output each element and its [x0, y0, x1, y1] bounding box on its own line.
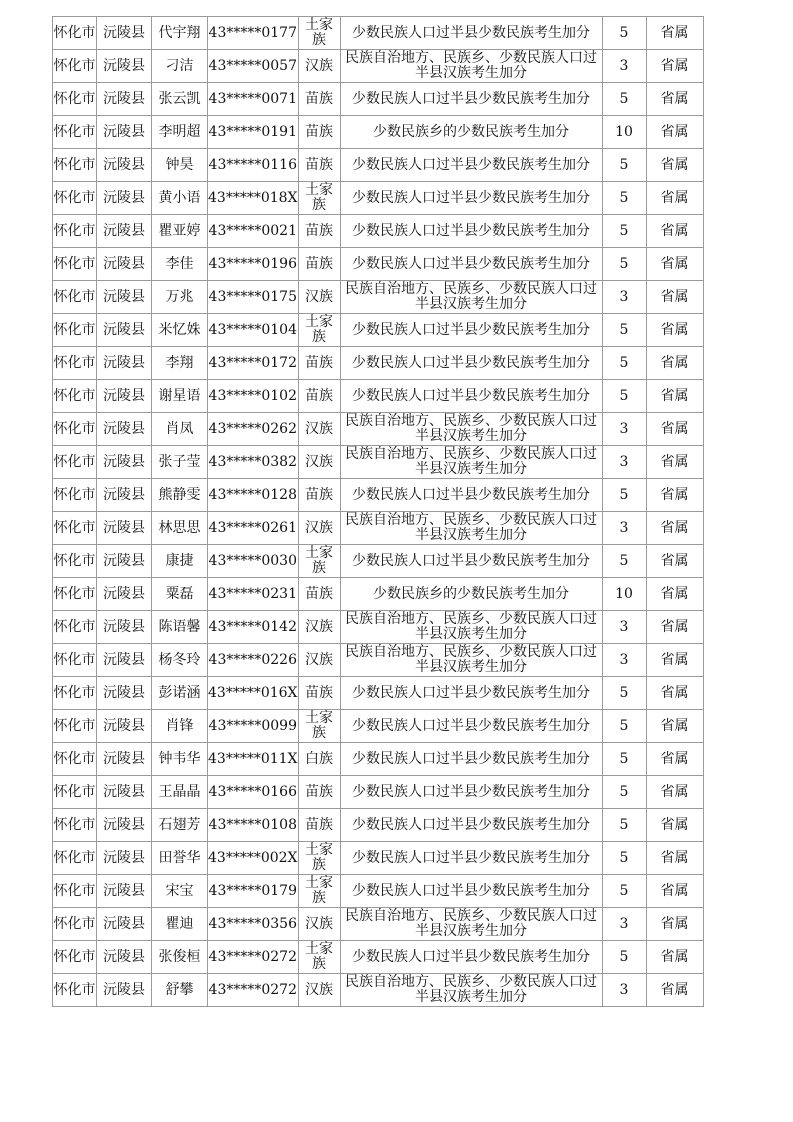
county-cell: 沅陵县 — [97, 380, 152, 413]
candidate-name-cell: 肖锋 — [152, 710, 208, 743]
bonus-points-cell: 5 — [602, 149, 646, 182]
candidate-name-cell: 石翅芳 — [152, 809, 208, 842]
jurisdiction-level-cell: 省属 — [646, 644, 703, 677]
bonus-points-cell: 3 — [602, 974, 646, 1007]
county-cell: 沅陵县 — [97, 809, 152, 842]
ethnicity-cell: 苗族 — [298, 347, 340, 380]
ethnicity-cell: 汉族 — [298, 446, 340, 479]
bonus-policy-cell: 民族自治地方、民族乡、少数民族人口过半县汉族考生加分 — [340, 50, 602, 83]
ethnicity-cell: 土家族 — [298, 182, 340, 215]
bonus-policy-cell: 少数民族乡的少数民族考生加分 — [340, 116, 602, 149]
bonus-points-cell: 5 — [602, 347, 646, 380]
ethnicity-cell: 汉族 — [298, 974, 340, 1007]
bonus-policy-cell: 少数民族人口过半县少数民族考生加分 — [340, 710, 602, 743]
ethnicity-cell: 白族 — [298, 743, 340, 776]
candidate-name-cell: 舒攀 — [152, 974, 208, 1007]
ethnicity-cell: 苗族 — [298, 248, 340, 281]
ethnicity-cell: 苗族 — [298, 116, 340, 149]
bonus-policy-cell: 少数民族人口过半县少数民族考生加分 — [340, 776, 602, 809]
county-cell: 沅陵县 — [97, 182, 152, 215]
ethnicity-cell: 汉族 — [298, 512, 340, 545]
candidate-name-cell: 万兆 — [152, 281, 208, 314]
candidate-name-cell: 代宇翔 — [152, 17, 208, 50]
jurisdiction-level-cell: 省属 — [646, 578, 703, 611]
ethnicity-cell: 汉族 — [298, 50, 340, 83]
bonus-points-cell: 5 — [602, 314, 646, 347]
bonus-policy-cell: 少数民族人口过半县少数民族考生加分 — [340, 479, 602, 512]
candidate-name-cell: 粟磊 — [152, 578, 208, 611]
city-cell: 怀化市 — [53, 380, 97, 413]
ethnicity-cell: 苗族 — [298, 83, 340, 116]
bonus-points-cell: 5 — [602, 842, 646, 875]
id-number-cell: 43*****018X — [208, 182, 299, 215]
ethnicity-cell: 汉族 — [298, 413, 340, 446]
table-row — [53, 611, 704, 644]
jurisdiction-level-cell: 省属 — [646, 83, 703, 116]
county-cell: 沅陵县 — [97, 776, 152, 809]
ethnicity-cell: 苗族 — [298, 578, 340, 611]
county-cell: 沅陵县 — [97, 215, 152, 248]
id-number-cell: 43*****0262 — [208, 413, 299, 446]
candidate-name-cell: 杨冬玲 — [152, 644, 208, 677]
table-row — [53, 347, 704, 380]
bonus-policy-cell: 少数民族人口过半县少数民族考生加分 — [340, 83, 602, 116]
table-row — [53, 743, 704, 776]
county-cell: 沅陵县 — [97, 347, 152, 380]
id-number-cell: 43*****0272 — [208, 941, 299, 974]
bonus-points-cell: 5 — [602, 83, 646, 116]
city-cell: 怀化市 — [53, 611, 97, 644]
table-row — [53, 413, 704, 446]
county-cell: 沅陵县 — [97, 116, 152, 149]
bonus-policy-cell: 民族自治地方、民族乡、少数民族人口过半县汉族考生加分 — [340, 974, 602, 1007]
table-row — [53, 314, 704, 347]
table-row — [53, 545, 704, 578]
county-cell: 沅陵县 — [97, 941, 152, 974]
bonus-policy-cell: 民族自治地方、民族乡、少数民族人口过半县汉族考生加分 — [340, 512, 602, 545]
bonus-points-cell: 3 — [602, 446, 646, 479]
jurisdiction-level-cell: 省属 — [646, 116, 703, 149]
candidate-name-cell: 李翔 — [152, 347, 208, 380]
bonus-points-cell: 3 — [602, 908, 646, 941]
city-cell: 怀化市 — [53, 17, 97, 50]
jurisdiction-level-cell: 省属 — [646, 545, 703, 578]
bonus-points-cell: 5 — [602, 479, 646, 512]
ethnicity-cell: 土家族 — [298, 17, 340, 50]
table-row — [53, 578, 704, 611]
jurisdiction-level-cell: 省属 — [646, 380, 703, 413]
county-cell: 沅陵县 — [97, 413, 152, 446]
ethnicity-cell: 土家族 — [298, 941, 340, 974]
ethnicity-cell: 苗族 — [298, 776, 340, 809]
city-cell: 怀化市 — [53, 644, 97, 677]
jurisdiction-level-cell: 省属 — [646, 776, 703, 809]
id-number-cell: 43*****0166 — [208, 776, 299, 809]
bonus-policy-cell: 少数民族人口过半县少数民族考生加分 — [340, 149, 602, 182]
table-row — [53, 149, 704, 182]
bonus-policy-cell: 少数民族人口过半县少数民族考生加分 — [340, 809, 602, 842]
jurisdiction-level-cell: 省属 — [646, 281, 703, 314]
city-cell: 怀化市 — [53, 974, 97, 1007]
table-row — [53, 215, 704, 248]
county-cell: 沅陵县 — [97, 17, 152, 50]
jurisdiction-level-cell: 省属 — [646, 413, 703, 446]
candidate-name-cell: 刁洁 — [152, 50, 208, 83]
ethnicity-cell: 苗族 — [298, 215, 340, 248]
county-cell: 沅陵县 — [97, 446, 152, 479]
county-cell: 沅陵县 — [97, 149, 152, 182]
table-row — [53, 875, 704, 908]
candidate-name-cell: 陈语馨 — [152, 611, 208, 644]
bonus-policy-cell: 民族自治地方、民族乡、少数民族人口过半县汉族考生加分 — [340, 644, 602, 677]
jurisdiction-level-cell: 省属 — [646, 611, 703, 644]
candidate-name-cell: 肖凤 — [152, 413, 208, 446]
city-cell: 怀化市 — [53, 578, 97, 611]
table-row — [53, 512, 704, 545]
ethnicity-cell: 苗族 — [298, 149, 340, 182]
jurisdiction-level-cell: 省属 — [646, 677, 703, 710]
jurisdiction-level-cell: 省属 — [646, 842, 703, 875]
bonus-points-cell: 10 — [602, 116, 646, 149]
city-cell: 怀化市 — [53, 908, 97, 941]
id-number-cell: 43*****0128 — [208, 479, 299, 512]
ethnicity-cell: 汉族 — [298, 281, 340, 314]
table-row — [53, 842, 704, 875]
city-cell: 怀化市 — [53, 248, 97, 281]
candidate-name-cell: 宋宝 — [152, 875, 208, 908]
county-cell: 沅陵县 — [97, 545, 152, 578]
table-row — [53, 50, 704, 83]
id-number-cell: 43*****0104 — [208, 314, 299, 347]
candidate-name-cell: 李佳 — [152, 248, 208, 281]
city-cell: 怀化市 — [53, 941, 97, 974]
county-cell: 沅陵县 — [97, 248, 152, 281]
city-cell: 怀化市 — [53, 809, 97, 842]
id-number-cell: 43*****0099 — [208, 710, 299, 743]
candidate-name-cell: 王晶晶 — [152, 776, 208, 809]
bonus-points-cell: 3 — [602, 413, 646, 446]
bonus-points-cell: 5 — [602, 743, 646, 776]
id-number-cell: 43*****0382 — [208, 446, 299, 479]
jurisdiction-level-cell: 省属 — [646, 182, 703, 215]
ethnicity-cell: 汉族 — [298, 611, 340, 644]
id-number-cell: 43*****0116 — [208, 149, 299, 182]
city-cell: 怀化市 — [53, 512, 97, 545]
table-row — [53, 446, 704, 479]
jurisdiction-level-cell: 省属 — [646, 314, 703, 347]
id-number-cell: 43*****0261 — [208, 512, 299, 545]
table-body — [53, 17, 704, 1007]
city-cell: 怀化市 — [53, 182, 97, 215]
bonus-points-cell: 5 — [602, 941, 646, 974]
city-cell: 怀化市 — [53, 446, 97, 479]
table-row — [53, 116, 704, 149]
jurisdiction-level-cell: 省属 — [646, 710, 703, 743]
table-row — [53, 908, 704, 941]
bonus-policy-cell: 少数民族人口过半县少数民族考生加分 — [340, 677, 602, 710]
jurisdiction-level-cell: 省属 — [646, 875, 703, 908]
city-cell: 怀化市 — [53, 83, 97, 116]
bonus-policy-cell: 少数民族人口过半县少数民族考生加分 — [340, 545, 602, 578]
bonus-points-cell: 5 — [602, 545, 646, 578]
id-number-cell: 43*****0142 — [208, 611, 299, 644]
county-cell: 沅陵县 — [97, 842, 152, 875]
id-number-cell: 43*****0172 — [208, 347, 299, 380]
bonus-policy-cell: 少数民族人口过半县少数民族考生加分 — [340, 314, 602, 347]
table-row — [53, 776, 704, 809]
jurisdiction-level-cell: 省属 — [646, 446, 703, 479]
bonus-policy-cell: 少数民族人口过半县少数民族考生加分 — [340, 215, 602, 248]
city-cell: 怀化市 — [53, 677, 97, 710]
bonus-points-cell: 5 — [602, 875, 646, 908]
jurisdiction-level-cell: 省属 — [646, 248, 703, 281]
ethnicity-cell: 汉族 — [298, 908, 340, 941]
table-row — [53, 281, 704, 314]
bonus-policy-cell: 民族自治地方、民族乡、少数民族人口过半县汉族考生加分 — [340, 281, 602, 314]
jurisdiction-level-cell: 省属 — [646, 743, 703, 776]
bonus-points-cell: 3 — [602, 50, 646, 83]
bonus-points-cell: 3 — [602, 644, 646, 677]
bonus-points-cell: 3 — [602, 512, 646, 545]
candidate-name-cell: 黄小语 — [152, 182, 208, 215]
id-number-cell: 43*****0057 — [208, 50, 299, 83]
bonus-points-cell: 5 — [602, 677, 646, 710]
bonus-points-cell: 5 — [602, 17, 646, 50]
jurisdiction-level-cell: 省属 — [646, 941, 703, 974]
id-number-cell: 43*****016X — [208, 677, 299, 710]
id-number-cell: 43*****0071 — [208, 83, 299, 116]
jurisdiction-level-cell: 省属 — [646, 974, 703, 1007]
city-cell: 怀化市 — [53, 743, 97, 776]
id-number-cell: 43*****0102 — [208, 380, 299, 413]
candidate-name-cell: 瞿迪 — [152, 908, 208, 941]
id-number-cell: 43*****0175 — [208, 281, 299, 314]
city-cell: 怀化市 — [53, 116, 97, 149]
county-cell: 沅陵县 — [97, 875, 152, 908]
id-number-cell: 43*****0177 — [208, 17, 299, 50]
city-cell: 怀化市 — [53, 710, 97, 743]
ethnicity-cell: 土家族 — [298, 545, 340, 578]
jurisdiction-level-cell: 省属 — [646, 479, 703, 512]
city-cell: 怀化市 — [53, 545, 97, 578]
bonus-points-cell: 5 — [602, 215, 646, 248]
county-cell: 沅陵县 — [97, 908, 152, 941]
bonus-policy-cell: 民族自治地方、民族乡、少数民族人口过半县汉族考生加分 — [340, 908, 602, 941]
bonus-policy-cell: 少数民族人口过半县少数民族考生加分 — [340, 248, 602, 281]
table-row — [53, 644, 704, 677]
candidate-name-cell: 张云凯 — [152, 83, 208, 116]
id-number-cell: 43*****0226 — [208, 644, 299, 677]
id-number-cell: 43*****002X — [208, 842, 299, 875]
ethnicity-cell: 苗族 — [298, 809, 340, 842]
bonus-policy-cell: 少数民族人口过半县少数民族考生加分 — [340, 182, 602, 215]
bonus-policy-cell: 少数民族人口过半县少数民族考生加分 — [340, 941, 602, 974]
county-cell: 沅陵县 — [97, 281, 152, 314]
table-row — [53, 83, 704, 116]
city-cell: 怀化市 — [53, 347, 97, 380]
bonus-policy-cell: 少数民族乡的少数民族考生加分 — [340, 578, 602, 611]
id-number-cell: 43*****0272 — [208, 974, 299, 1007]
bonus-points-cell: 5 — [602, 182, 646, 215]
id-number-cell: 43*****0179 — [208, 875, 299, 908]
table-row — [53, 941, 704, 974]
city-cell: 怀化市 — [53, 149, 97, 182]
candidate-name-cell: 熊静雯 — [152, 479, 208, 512]
table-row — [53, 974, 704, 1007]
county-cell: 沅陵县 — [97, 512, 152, 545]
bonus-policy-cell: 少数民族人口过半县少数民族考生加分 — [340, 380, 602, 413]
jurisdiction-level-cell: 省属 — [646, 347, 703, 380]
candidate-name-cell: 钟昊 — [152, 149, 208, 182]
county-cell: 沅陵县 — [97, 743, 152, 776]
jurisdiction-level-cell: 省属 — [646, 149, 703, 182]
jurisdiction-level-cell: 省属 — [646, 809, 703, 842]
table-row — [53, 248, 704, 281]
bonus-policy-cell: 少数民族人口过半县少数民族考生加分 — [340, 842, 602, 875]
jurisdiction-level-cell: 省属 — [646, 512, 703, 545]
bonus-points-cell: 10 — [602, 578, 646, 611]
id-number-cell: 43*****0196 — [208, 248, 299, 281]
county-cell: 沅陵县 — [97, 710, 152, 743]
candidate-name-cell: 张子莹 — [152, 446, 208, 479]
county-cell: 沅陵县 — [97, 83, 152, 116]
id-number-cell: 43*****0108 — [208, 809, 299, 842]
table-row — [53, 677, 704, 710]
jurisdiction-level-cell: 省属 — [646, 17, 703, 50]
county-cell: 沅陵县 — [97, 677, 152, 710]
bonus-points-cell: 5 — [602, 380, 646, 413]
bonus-points-cell: 3 — [602, 611, 646, 644]
candidate-name-cell: 康捷 — [152, 545, 208, 578]
table-row — [53, 809, 704, 842]
id-number-cell: 43*****011X — [208, 743, 299, 776]
id-number-cell: 43*****0356 — [208, 908, 299, 941]
table-row — [53, 182, 704, 215]
county-cell: 沅陵县 — [97, 974, 152, 1007]
id-number-cell: 43*****0030 — [208, 545, 299, 578]
city-cell: 怀化市 — [53, 50, 97, 83]
ethnicity-cell: 土家族 — [298, 710, 340, 743]
bonus-policy-cell: 民族自治地方、民族乡、少数民族人口过半县汉族考生加分 — [340, 446, 602, 479]
id-number-cell: 43*****0231 — [208, 578, 299, 611]
bonus-policy-cell: 民族自治地方、民族乡、少数民族人口过半县汉族考生加分 — [340, 413, 602, 446]
ethnicity-cell: 苗族 — [298, 479, 340, 512]
candidate-name-cell: 张俊桓 — [152, 941, 208, 974]
candidate-name-cell: 谢星语 — [152, 380, 208, 413]
id-number-cell: 43*****0191 — [208, 116, 299, 149]
county-cell: 沅陵县 — [97, 50, 152, 83]
table-row — [53, 479, 704, 512]
ethnicity-cell: 汉族 — [298, 644, 340, 677]
candidate-name-cell: 彭诺涵 — [152, 677, 208, 710]
county-cell: 沅陵县 — [97, 479, 152, 512]
bonus-points-cell: 5 — [602, 809, 646, 842]
ethnicity-cell: 苗族 — [298, 677, 340, 710]
candidate-name-cell: 林思思 — [152, 512, 208, 545]
bonus-policy-cell: 少数民族人口过半县少数民族考生加分 — [340, 347, 602, 380]
bonus-policy-cell: 少数民族人口过半县少数民族考生加分 — [340, 743, 602, 776]
county-cell: 沅陵县 — [97, 644, 152, 677]
city-cell: 怀化市 — [53, 776, 97, 809]
ethnicity-cell: 土家族 — [298, 875, 340, 908]
id-number-cell: 43*****0021 — [208, 215, 299, 248]
table-row — [53, 17, 704, 50]
city-cell: 怀化市 — [53, 281, 97, 314]
city-cell: 怀化市 — [53, 215, 97, 248]
county-cell: 沅陵县 — [97, 314, 152, 347]
ethnicity-cell: 土家族 — [298, 314, 340, 347]
jurisdiction-level-cell: 省属 — [646, 50, 703, 83]
table-row — [53, 710, 704, 743]
candidate-name-cell: 李明超 — [152, 116, 208, 149]
ethnicity-cell: 土家族 — [298, 842, 340, 875]
candidate-name-cell: 米忆姝 — [152, 314, 208, 347]
city-cell: 怀化市 — [53, 875, 97, 908]
county-cell: 沅陵县 — [97, 611, 152, 644]
bonus-points-cell: 5 — [602, 248, 646, 281]
table-row — [53, 380, 704, 413]
bonus-points-cell: 5 — [602, 710, 646, 743]
bonus-points-cell: 5 — [602, 776, 646, 809]
candidate-name-cell: 田誉华 — [152, 842, 208, 875]
bonus-policy-cell: 少数民族人口过半县少数民族考生加分 — [340, 17, 602, 50]
candidate-name-cell: 瞿亚婷 — [152, 215, 208, 248]
bonus-points-cell: 3 — [602, 281, 646, 314]
ethnicity-cell: 苗族 — [298, 380, 340, 413]
jurisdiction-level-cell: 省属 — [646, 908, 703, 941]
county-cell: 沅陵县 — [97, 578, 152, 611]
bonus-policy-cell: 民族自治地方、民族乡、少数民族人口过半县汉族考生加分 — [340, 611, 602, 644]
jurisdiction-level-cell: 省属 — [646, 215, 703, 248]
city-cell: 怀化市 — [53, 479, 97, 512]
bonus-points-table — [52, 16, 704, 1007]
city-cell: 怀化市 — [53, 842, 97, 875]
city-cell: 怀化市 — [53, 314, 97, 347]
candidate-name-cell: 钟韦华 — [152, 743, 208, 776]
bonus-policy-cell: 少数民族人口过半县少数民族考生加分 — [340, 875, 602, 908]
city-cell: 怀化市 — [53, 413, 97, 446]
